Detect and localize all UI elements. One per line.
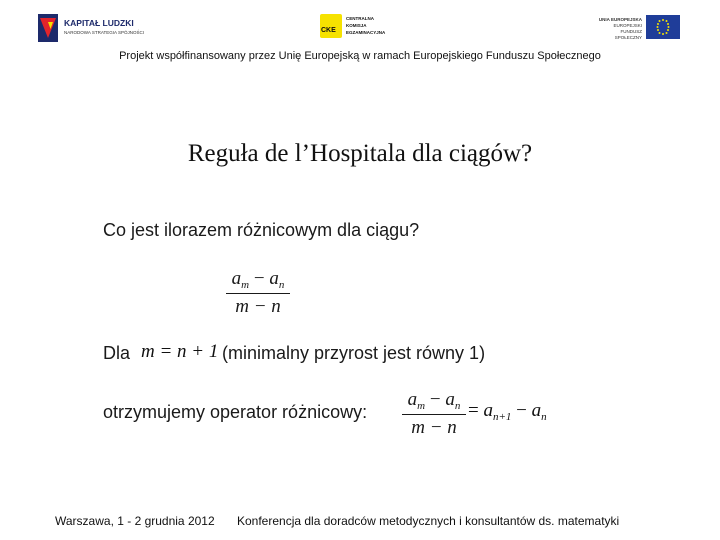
result-text: otrzymujemy operator różnicowy: — [103, 402, 368, 422]
slide-title: Reguła de l’Hospitala dla ciągów? — [187, 140, 533, 167]
difference-quotient-fraction — [226, 268, 290, 318]
dla-word: Dla — [103, 343, 131, 363]
kapital-ludzki-subtitle: NARODOWA STRATEGIA SPÓJNOŚCI — [64, 30, 145, 35]
fraction-numerator: $a_m - a_n$ — [407, 389, 461, 412]
eu-text — [596, 17, 642, 41]
difference-operator-result: = $a_{n+1} - a_n$ — [468, 400, 547, 423]
kapital-ludzki-title: KAPITAŁ LUDZKI — [64, 18, 134, 28]
fraction-bar — [226, 293, 290, 294]
fraction-numerator: $a_m - a_n$ — [231, 268, 285, 291]
cke-logo — [318, 14, 408, 40]
fraction-bar — [402, 414, 466, 415]
eu-line-3: FUNDUSZ SPOŁECZNY — [614, 29, 642, 40]
fraction-denominator: m − n — [411, 417, 457, 439]
cke-line-3: EGZAMINACYJNA — [346, 30, 386, 35]
cke-line-2: KOMISJA — [346, 23, 367, 28]
cke-emblem-icon — [320, 14, 342, 38]
increment-note: (minimalny przyrost jest równy 1) — [222, 343, 486, 363]
eu-flag-icon — [646, 15, 680, 39]
cke-mark: CKE — [321, 27, 336, 34]
fraction-denominator: m − n — [235, 296, 281, 318]
eu-line-1: UNIA EUROPEJSKA — [598, 17, 642, 22]
footer-date-location: Warszawa, 1 - 2 grudnia 2012 — [55, 514, 215, 528]
question-text: Co jest ilorazem różnicowym dla ciągu? — [103, 220, 420, 240]
cofinancing-note: Projekt współfinansowany przez Unię Europejską w ramach Europejskiego Funduszu Społecznego — [119, 50, 601, 62]
increment-condition: m = n + 1 — [141, 341, 219, 362]
cke-text — [346, 15, 385, 36]
eu-logo — [596, 14, 684, 40]
difference-operator-fraction — [402, 389, 466, 439]
footer-conference: Konferencja dla doradców metodycznych i konsultantów ds. matematyki — [237, 514, 620, 528]
eu-line-2: EUROPEJSKI — [613, 23, 642, 28]
kapital-ludzki-emblem-icon — [36, 12, 62, 44]
cke-line-1: CENTRALNA — [346, 16, 374, 21]
kapital-ludzki-logo — [36, 12, 146, 44]
